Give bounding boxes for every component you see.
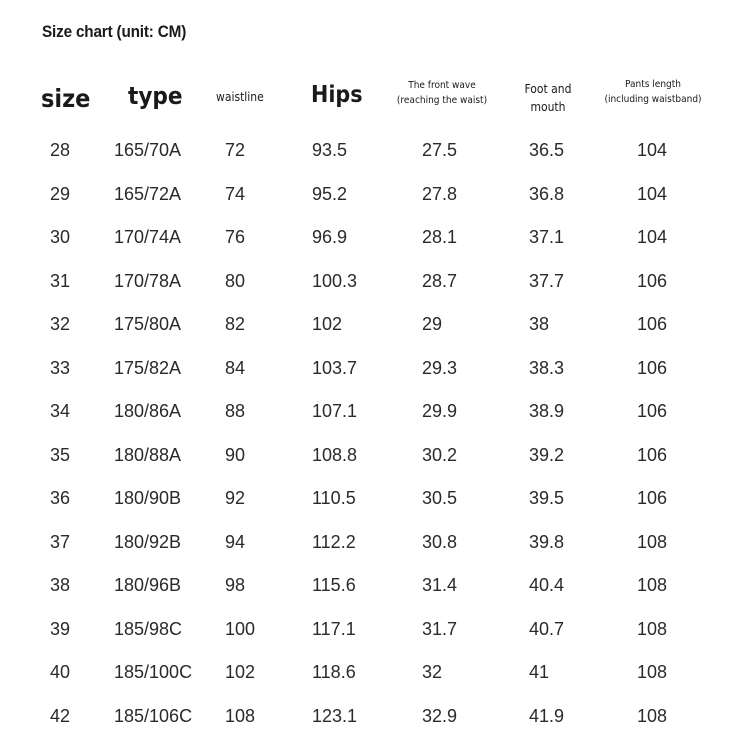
cell-pants-length: 104	[637, 140, 668, 160]
header-type: type	[128, 82, 183, 110]
cell-hips: 103.7	[312, 357, 358, 378]
cell-type: 170/74A	[114, 227, 182, 247]
cell-hips: 123.1	[312, 705, 358, 726]
cell-size: 37	[50, 531, 71, 552]
cell-size: 32	[50, 314, 71, 334]
cell-waistline: 80	[225, 270, 246, 291]
cell-hips: 107.1	[312, 401, 358, 421]
header-size: size	[41, 84, 91, 113]
cell-type: 170/78A	[114, 270, 182, 291]
cell-type: 180/90B	[114, 488, 182, 508]
cell-foot-mouth: 36.8	[529, 183, 565, 204]
cell-size: 36	[50, 488, 71, 508]
cell-pants-length: 108	[637, 662, 668, 682]
cell-waistline: 98	[225, 575, 246, 595]
cell-front-wave: 27.8	[422, 183, 458, 204]
cell-type: 185/100C	[114, 662, 193, 682]
page-title: Size chart (unit: CM)	[42, 22, 187, 41]
cell-size: 28	[50, 140, 71, 160]
cell-pants-length: 108	[637, 575, 668, 595]
cell-size: 33	[50, 357, 71, 378]
cell-type: 165/70A	[114, 140, 182, 160]
cell-front-wave: 31.4	[422, 575, 458, 595]
table-row	[0, 261, 750, 305]
cell-size: 34	[50, 401, 71, 421]
cell-type: 185/98C	[114, 618, 183, 639]
header-front-wave: The front wave (reaching the waist)	[396, 80, 488, 106]
cell-front-wave: 30.8	[422, 531, 458, 552]
cell-waistline: 76	[225, 227, 246, 247]
cell-foot-mouth: 36.5	[529, 140, 565, 160]
cell-foot-mouth: 38.9	[529, 401, 565, 421]
cell-waistline: 108	[225, 705, 256, 726]
cell-hips: 110.5	[312, 488, 356, 508]
cell-pants-length: 106	[637, 444, 668, 465]
cell-foot-mouth: 41	[529, 662, 550, 682]
table-row	[0, 348, 750, 392]
cell-size: 42	[50, 705, 71, 726]
header-waistline: waistline	[216, 90, 264, 104]
cell-foot-mouth: 41.9	[529, 705, 565, 726]
cell-pants-length: 106	[637, 314, 668, 334]
cell-size: 39	[50, 618, 71, 639]
cell-pants-length: 106	[637, 270, 668, 291]
cell-front-wave: 31.7	[422, 618, 458, 639]
cell-waistline: 84	[225, 357, 246, 378]
cell-front-wave: 29.9	[422, 401, 458, 421]
cell-front-wave: 32.9	[422, 705, 458, 726]
table-row	[0, 696, 750, 740]
cell-front-wave: 32	[422, 662, 443, 682]
table-body	[0, 130, 750, 739]
header-hips: Hips	[311, 82, 363, 108]
cell-hips: 115.6	[312, 575, 356, 595]
cell-waistline: 72	[225, 140, 246, 160]
cell-type: 180/86A	[114, 401, 182, 421]
cell-foot-mouth: 37.1	[529, 227, 565, 247]
cell-front-wave: 29.3	[422, 357, 458, 378]
cell-type: 180/96B	[114, 575, 182, 595]
cell-waistline: 82	[225, 314, 246, 334]
cell-waistline: 74	[225, 183, 246, 204]
cell-size: 38	[50, 575, 71, 595]
cell-hips: 96.9	[312, 227, 348, 247]
cell-size: 31	[50, 270, 71, 291]
cell-hips: 102	[312, 314, 343, 334]
table-row	[0, 130, 750, 174]
cell-hips: 100.3	[312, 270, 358, 291]
cell-pants-length: 104	[637, 183, 668, 204]
cell-size: 40	[50, 662, 71, 682]
cell-hips: 95.2	[312, 183, 348, 204]
cell-foot-mouth: 38	[529, 314, 550, 334]
table-row	[0, 565, 750, 609]
cell-hips: 112.2	[312, 531, 356, 552]
cell-type: 165/72A	[114, 183, 182, 204]
cell-pants-length: 106	[637, 401, 668, 421]
cell-waistline: 92	[225, 488, 246, 508]
table-row	[0, 217, 750, 261]
cell-pants-length: 104	[637, 227, 668, 247]
cell-pants-length: 108	[637, 531, 668, 552]
header-pants-length: Pants length (including waistband)	[604, 79, 702, 105]
table-row	[0, 478, 750, 522]
header-foot-mouth: Foot and mouth	[524, 82, 572, 114]
table-row	[0, 522, 750, 566]
cell-waistline: 102	[225, 662, 256, 682]
cell-waistline: 94	[225, 531, 246, 552]
cell-pants-length: 106	[637, 488, 668, 508]
cell-foot-mouth: 40.4	[529, 575, 565, 595]
cell-pants-length: 108	[637, 618, 668, 639]
cell-foot-mouth: 37.7	[529, 270, 565, 291]
cell-size: 29	[50, 183, 71, 204]
cell-front-wave: 30.2	[422, 444, 458, 465]
cell-type: 180/92B	[114, 531, 182, 552]
cell-foot-mouth: 38.3	[529, 357, 565, 378]
cell-waistline: 90	[225, 444, 246, 465]
cell-front-wave: 30.5	[422, 488, 458, 508]
cell-waistline: 88	[225, 401, 246, 421]
cell-hips: 117.1	[312, 618, 356, 639]
cell-front-wave: 27.5	[422, 140, 458, 160]
cell-size: 35	[50, 444, 71, 465]
cell-size: 30	[50, 227, 71, 247]
cell-foot-mouth: 39.2	[529, 444, 565, 465]
cell-type: 185/106C	[114, 705, 193, 726]
cell-type: 175/80A	[114, 314, 182, 334]
cell-front-wave: 28.7	[422, 270, 458, 291]
cell-type: 180/88A	[114, 444, 182, 465]
cell-foot-mouth: 39.8	[529, 531, 565, 552]
cell-waistline: 100	[225, 618, 256, 639]
cell-hips: 93.5	[312, 140, 348, 160]
table-row	[0, 174, 750, 218]
cell-hips: 108.8	[312, 444, 358, 465]
cell-hips: 118.6	[312, 662, 356, 682]
cell-foot-mouth: 40.7	[529, 618, 565, 639]
table-row	[0, 391, 750, 435]
cell-foot-mouth: 39.5	[529, 488, 565, 508]
cell-pants-length: 106	[637, 357, 668, 378]
cell-front-wave: 29	[422, 314, 443, 334]
cell-pants-length: 108	[637, 705, 668, 726]
cell-type: 175/82A	[114, 357, 182, 378]
table-row	[0, 652, 750, 696]
table-row	[0, 435, 750, 479]
cell-front-wave: 28.1	[422, 227, 458, 247]
table-row	[0, 609, 750, 653]
table-row	[0, 304, 750, 348]
